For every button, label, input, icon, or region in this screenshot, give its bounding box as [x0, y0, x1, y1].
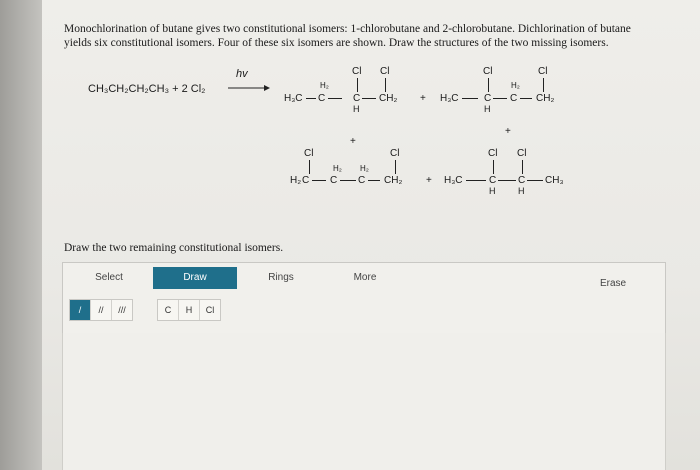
p3-cl-a: Cl: [304, 148, 314, 159]
p2-bond: [543, 78, 544, 92]
p2-h2: H₂: [511, 81, 520, 90]
reaction-arrow: [228, 84, 270, 92]
p4-c2: C: [518, 175, 526, 186]
drawing-toolbar: [62, 262, 666, 334]
p3-h2-b: H₂: [360, 164, 369, 173]
screen-bezel: [0, 0, 42, 470]
p1-bond: [328, 98, 342, 99]
tab-draw[interactable]: Draw: [153, 267, 237, 289]
p1-h: H: [353, 104, 360, 114]
p3-h2-a: H₂: [333, 164, 342, 173]
question-line-1: Monochlorination of butane gives two constitutional isomers: 1-chlorobutane and 2-chlorobutane. Dichlorination of butane: [64, 23, 631, 35]
p3-bond: [395, 160, 396, 174]
p2-h3c: H₃C: [440, 93, 459, 104]
p4-bond: [493, 160, 494, 174]
p1-cl-a: Cl: [352, 66, 362, 77]
p1-bond: [362, 98, 376, 99]
draw-prompt: Draw the two remaining constitutional isomers.: [64, 242, 284, 254]
drawing-canvas[interactable]: [62, 333, 666, 470]
p2-cl-a: Cl: [483, 66, 493, 77]
reactant-text: CH₃CH₂CH₂CH₃ + 2 Cl₂: [88, 83, 206, 95]
p3-bond: [309, 160, 310, 174]
tab-select[interactable]: Select: [95, 272, 123, 283]
p2-h: H: [484, 104, 491, 114]
triple-bond-button[interactable]: ///: [118, 305, 126, 315]
plus-sign: +: [505, 126, 511, 137]
p1-bond: [306, 98, 316, 99]
p2-bond: [493, 98, 507, 99]
p3-bond: [312, 180, 326, 181]
p2-c1: C: [484, 93, 492, 104]
p3-h2c: H₂: [290, 175, 302, 186]
plus-sign: +: [426, 175, 432, 186]
atom-h-button[interactable]: H: [179, 300, 200, 320]
p3-ch2: CH₂: [384, 175, 403, 186]
plus-sign: +: [420, 93, 426, 104]
p1-h3c: H₃C: [284, 93, 303, 104]
p4-bond: [522, 160, 523, 174]
p1-cl-b: Cl: [380, 66, 390, 77]
p3-cl-b: Cl: [390, 148, 400, 159]
p1-bond: [357, 78, 358, 92]
p4-h3c: H₃C: [444, 175, 463, 186]
p1-ch2: CH₂: [379, 93, 398, 104]
p2-ch2: CH₂: [536, 93, 555, 104]
p3-c1: C: [330, 175, 338, 186]
single-bond-button[interactable]: /: [70, 300, 91, 320]
p2-c2: C: [510, 93, 518, 104]
p4-cl-a: Cl: [488, 148, 498, 159]
p3-c2: C: [358, 175, 366, 186]
plus-sign: +: [350, 136, 356, 147]
question-text: [64, 22, 664, 50]
tab-rings[interactable]: Rings: [268, 272, 294, 283]
p4-bond: [466, 180, 486, 181]
p2-cl-b: Cl: [538, 66, 548, 77]
p4-bond: [527, 180, 543, 181]
double-bond-button[interactable]: //: [91, 300, 112, 320]
question-line-2: yields six constitutional isomers. Four of these six isomers are shown. Draw the structures of the two missing isomers.: [64, 37, 609, 49]
p2-bond: [462, 98, 478, 99]
p3-bond: [340, 180, 356, 181]
p4-cl-b: Cl: [517, 148, 527, 159]
p1-c1: C: [318, 93, 326, 104]
p4-bond: [498, 180, 516, 181]
tab-more[interactable]: More: [353, 272, 377, 283]
hv-label: hv: [236, 68, 248, 80]
p4-h-a: H: [489, 186, 496, 196]
p4-ch3: CH₃: [545, 175, 564, 186]
p3-bond: [368, 180, 380, 181]
p1-h2: H₂: [320, 81, 329, 90]
p2-bond: [488, 78, 489, 92]
erase-button[interactable]: Erase: [599, 278, 627, 289]
p4-h-b: H: [518, 186, 525, 196]
atom-cl-button[interactable]: Cl: [205, 305, 215, 315]
atom-tools: [157, 299, 221, 321]
p1-bond: [385, 78, 386, 92]
atom-c-button[interactable]: C: [158, 300, 179, 320]
bond-tools: [69, 299, 133, 321]
p3-c0: C: [302, 175, 310, 186]
p4-c1: C: [489, 175, 497, 186]
p1-c2: C: [353, 93, 361, 104]
p2-bond: [520, 98, 532, 99]
